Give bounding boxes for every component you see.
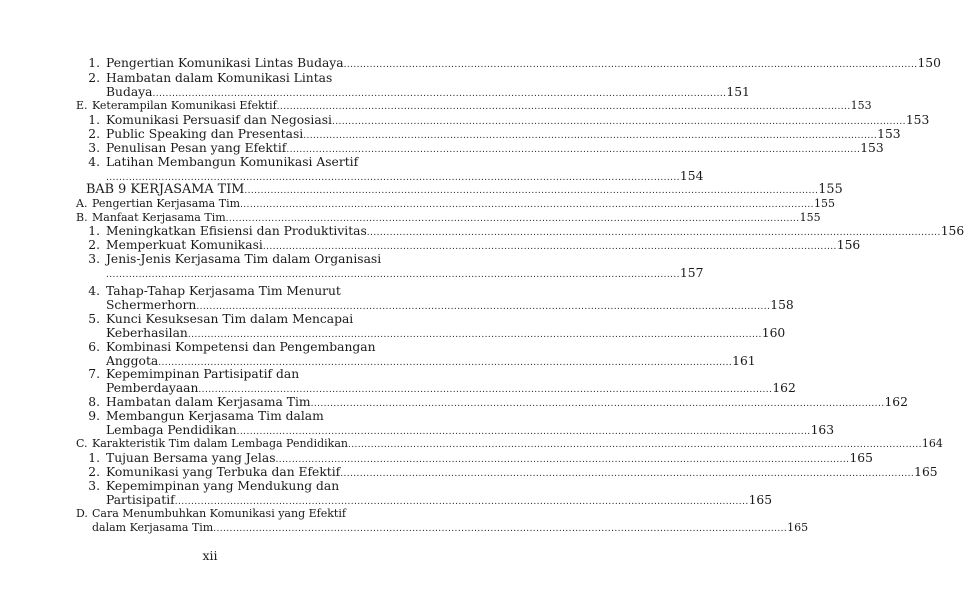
toc-entry-page: 156 bbox=[836, 238, 861, 252]
toc-entry-title: Komunikasi Persuasif dan Negosiasi bbox=[106, 113, 332, 127]
dot-leader bbox=[286, 142, 860, 158]
page-number: xii bbox=[202, 548, 218, 563]
dot-leader bbox=[213, 521, 787, 537]
toc-entry-title: Pengertian Komunikasi Lintas Budaya bbox=[106, 56, 344, 70]
toc-entry-page: 153 bbox=[905, 113, 930, 127]
toc-entry-title: Karakteristik Tim dalam Lembaga Pendidikan bbox=[92, 437, 348, 450]
toc-entry-number: E. bbox=[76, 99, 88, 112]
toc-entry-title: Tahap-Tahap Kerjasama Tim Menurut bbox=[106, 284, 341, 298]
toc-entry-title: Keberhasilan bbox=[106, 326, 188, 340]
dot-leader bbox=[340, 466, 914, 482]
toc-entry-number: D. bbox=[76, 507, 88, 520]
dot-leader bbox=[348, 437, 922, 453]
toc-entry-page: 162 bbox=[884, 395, 908, 409]
toc-entry-title: Tujuan Bersama yang Jelas bbox=[106, 451, 276, 465]
toc-entry-title: Lembaga Pendidikan bbox=[106, 423, 237, 437]
toc-entry-title: Meningkatkan Efisiensi dan Produktivitas bbox=[106, 224, 367, 238]
toc-entry-number: C. bbox=[76, 437, 88, 450]
toc-entry-title: BAB 9 KERJASAMA TIM bbox=[86, 182, 245, 197]
toc-entry-title: Pemberdayaan bbox=[106, 381, 199, 395]
toc-entry-number: A. bbox=[76, 197, 88, 210]
toc-entry-page: 165 bbox=[914, 465, 938, 479]
toc-entry-number: 4. bbox=[88, 284, 100, 298]
toc-entry-title: Budaya bbox=[106, 85, 153, 99]
toc-entry-page: 160 bbox=[761, 326, 786, 340]
dot-leader bbox=[106, 267, 680, 283]
toc-entry-title: dalam Kerjasama Tim bbox=[92, 521, 214, 534]
toc-entry-title: Membangun Kerjasama Tim dalam bbox=[106, 409, 324, 423]
toc-entry-page: 164 bbox=[921, 437, 943, 450]
dot-leader bbox=[344, 57, 918, 73]
toc-entry-page: 161 bbox=[732, 354, 756, 368]
toc-entry-title: Memperkuat Komunikasi bbox=[106, 238, 263, 252]
toc-entry-title: Keterampilan Komunikasi Efektif bbox=[92, 99, 277, 112]
toc-entry bbox=[76, 520, 809, 536]
toc-entry-title: Schermerhorn bbox=[106, 298, 197, 312]
toc-entry-page: 153 bbox=[877, 127, 901, 141]
toc-entry-number: 3. bbox=[88, 141, 100, 155]
toc-entry-page: 153 bbox=[850, 99, 872, 112]
toc-entry-number: 1. bbox=[88, 451, 100, 465]
toc-entry-title: Latihan Membangun Komunikasi Asertif bbox=[106, 155, 359, 169]
toc-entry-title: Anggota bbox=[106, 354, 159, 368]
toc-entry-number: 1. bbox=[88, 113, 100, 127]
toc-entry bbox=[86, 265, 704, 281]
toc-entry-page: 162 bbox=[772, 381, 796, 395]
toc-entry-number: 6. bbox=[88, 340, 100, 354]
toc-entry-number: 1. bbox=[88, 56, 100, 70]
toc-entry-page: 165 bbox=[787, 521, 809, 534]
toc-entry bbox=[86, 55, 941, 71]
toc-entry-number: 9. bbox=[88, 409, 100, 423]
toc-entry-page: 158 bbox=[770, 298, 794, 312]
toc-entry-page: 155 bbox=[799, 211, 821, 224]
dot-leader bbox=[311, 396, 885, 412]
toc-entry-title: Cara Menumbuhkan Komunikasi yang Efektif bbox=[92, 507, 346, 520]
toc-entry-title: Komunikasi yang Terbuka dan Efektif bbox=[106, 465, 341, 479]
toc-entry-number: 8. bbox=[88, 395, 100, 409]
toc-entry-page: 165 bbox=[849, 451, 873, 465]
toc-entry-title: Hambatan dalam Kerjasama Tim bbox=[106, 395, 311, 409]
toc-entry-page: 150 bbox=[917, 56, 941, 70]
toc-entry-number: 7. bbox=[88, 367, 100, 381]
dot-leader bbox=[277, 99, 851, 115]
toc-entry-number: 3. bbox=[88, 252, 100, 266]
toc-entry-page: 155 bbox=[813, 197, 835, 210]
toc-entry-number: 2. bbox=[88, 71, 100, 85]
toc-entry-page: 153 bbox=[860, 141, 884, 155]
toc-entry-number: 2. bbox=[88, 238, 100, 252]
toc-entry-title: Kepemimpinan yang Mendukung dan bbox=[106, 479, 340, 493]
toc-entry-page: 151 bbox=[726, 85, 750, 99]
toc-entry-page: 157 bbox=[679, 266, 704, 280]
toc-entry-number: 2. bbox=[88, 127, 100, 141]
toc-entry-page: 156 bbox=[940, 224, 964, 238]
toc-entry-page: 155 bbox=[818, 182, 843, 197]
toc-entry-title: Manfaat Kerjasama Tim bbox=[92, 211, 226, 224]
toc-entry-page: 163 bbox=[810, 423, 835, 437]
toc-entry-number: 1. bbox=[88, 224, 100, 238]
toc-entry-page: 154 bbox=[679, 169, 704, 183]
toc-entry-title: Penulisan Pesan yang Efektif bbox=[106, 141, 287, 155]
toc-entry-page: 165 bbox=[748, 493, 773, 507]
toc-entry-number: 4. bbox=[88, 155, 100, 169]
toc-entry-title: Pengertian Kerjasama Tim bbox=[92, 197, 241, 210]
toc-entry-title: Public Speaking dan Presentasi bbox=[106, 127, 304, 141]
toc-entry-number: 5. bbox=[88, 312, 100, 326]
toc-entry-number: B. bbox=[76, 211, 88, 224]
toc-entry-title: Kepemimpinan Partisipatif dan bbox=[106, 367, 300, 381]
toc-entry-title: Jenis-Jenis Kerjasama Tim dalam Organisasi bbox=[106, 252, 382, 266]
toc-entry-number: 2. bbox=[88, 465, 100, 479]
toc-entry-title: Kunci Kesuksesan Tim dalam Mencapai bbox=[106, 312, 354, 326]
toc-entry-title: Kombinasi Kompetensi dan Pengembangan bbox=[106, 340, 376, 354]
toc-entry-number: 3. bbox=[88, 479, 100, 493]
toc-entry-title: Hambatan dalam Komunikasi Lintas bbox=[106, 71, 333, 85]
toc-entry-title: Partisipatif bbox=[106, 493, 175, 507]
